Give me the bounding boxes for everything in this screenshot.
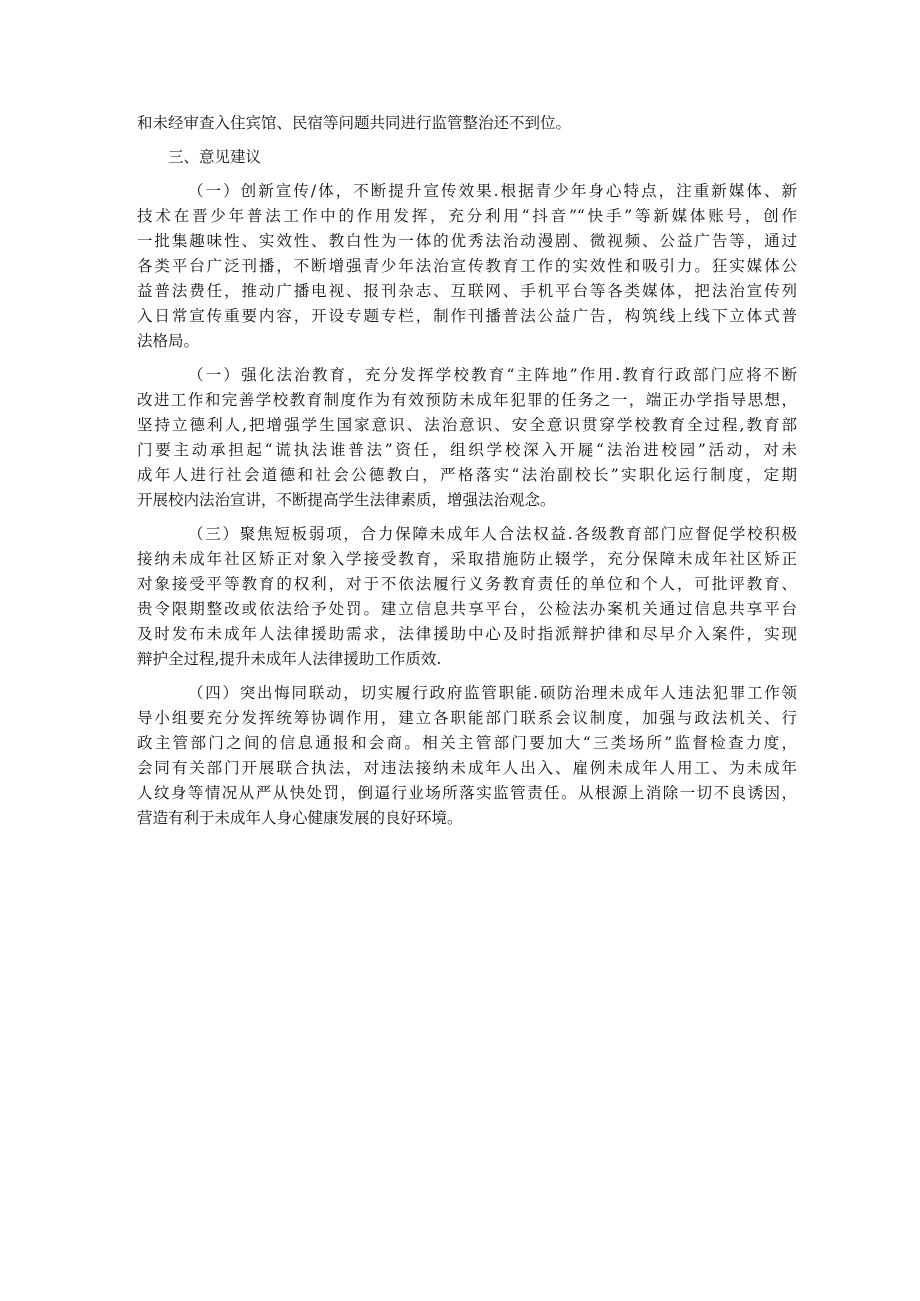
- paragraph-line: 接纳未成年社区矫正对象入学接受教育，采取措施防止辍学，充分保障未成年社区矫正: [137, 550, 797, 568]
- paragraph-line: 门要主动承担起“谎执法谁普法”资任，组织学校深入开屣“法治进校园”活动，对未: [137, 441, 797, 459]
- paragraph-2: [137, 363, 797, 513]
- paragraph-line: 对象接受平等教育的权利，对于不依法履行义务教育责任的单位和个人，可批评教育、: [137, 575, 797, 593]
- paragraph-line: 成年人进行社会道德和社会公德教白，严格落实“法治副校长”实职化运行制度，定期: [137, 466, 797, 484]
- paragraph-line: 法格局。: [137, 332, 200, 350]
- paragraph-line: 一批集趣味性、实效性、教白性为一体的优秀法治动漫剧、微视频、公益广告等，通过: [137, 232, 797, 250]
- paragraph-line: 及时发布未成年人法律援助需求，法律援助中心及时指派辩护律和尽早介入案件，实现: [137, 625, 797, 643]
- paragraph-line: 人纹身等情况从严从快处罚，倒逼行业场所落实监管责任。从根源上消除一切不良诱因，: [137, 784, 797, 802]
- paragraph-line: 入日常宣传重要内容，开设专题专栏，制作刊播普法公益广告，构筑线上线下立体式普: [137, 307, 797, 325]
- paragraph-line: 贵令限期整改或依法给予处罚。建立信息共享平台，公检法办案机关通过信息共享平台: [137, 600, 797, 618]
- paragraph-line: （四）突出悔同联动，切实履行政府监管职能.硕防治理未成年人违法犯罪工作领: [188, 684, 797, 702]
- paragraph-line: 会同有关部门开展联合执法，对违法接纳未成年人出入、雇例未成年人用工、为未成年: [137, 759, 797, 777]
- paragraph-line: 政主管部门之间的信息通报和会商。相关主管部门要加大“三类场所”监督检查力度，: [137, 734, 797, 752]
- paragraph-line: 益普法费任，推动广播电视、报刊杂志、互联网、手机平台等各类媒体，把法治宣传列: [137, 282, 797, 300]
- paragraph-1: [137, 179, 797, 354]
- paragraph-line: 坚持立德利人,把增强学生国家意识、法治意识、安全意识贯穿学校教育全过程,教育部: [137, 416, 797, 434]
- paragraph-line: 营造有利于未成年人身心健康发展的良好环境。: [137, 809, 463, 827]
- paragraph-line: 技术在晋少年普法工作中的作用发挥，充分利用“抖音”“快手”等新媒体账号，创作: [137, 207, 797, 225]
- paragraph-line: （三）聚焦短板弱项，合力保障未成年人合法权益.各级教育部门应督促学校积极: [188, 525, 797, 543]
- paragraph-3: [137, 522, 797, 672]
- paragraph-line: 开展校内法治宣讲，不断提高学生法律素质，增强法治观念。: [137, 491, 556, 509]
- paragraph-line: 改进工作和完善学校教育制度作为有效预防未成年犯罪的任务之一，端正办学指导思想，: [137, 391, 797, 409]
- paragraph-line: （一）创新宣传/体，不断提升宣传效果.根据青少年身心特点，注重新媒体、新: [188, 182, 797, 200]
- paragraph-line: 导小组要充分发挥统筹协调作用，建立各职能部门联系会议制度，加强与政法机关、行: [137, 709, 797, 727]
- document-page: [137, 111, 797, 831]
- paragraph-4: [137, 681, 797, 831]
- section-heading: 三、意见建议: [168, 148, 262, 166]
- paragraph-line: 各类平台广泛刊播，不断增强青少年法治宣传教育工作的实效性和吸引力。狂实媒体公: [137, 257, 797, 275]
- paragraph-line: 辩护全过程,提升未成年人法律援助工作质效.: [137, 650, 442, 668]
- carryover-line: 和未经审查入住宾馆、民宿等问题共同进行监管整治还不到位。: [137, 114, 572, 132]
- paragraph-line: （一）强化法治教育，充分发挥学校教育“主阵地”作用.教育行政部门应将不断: [188, 366, 797, 384]
